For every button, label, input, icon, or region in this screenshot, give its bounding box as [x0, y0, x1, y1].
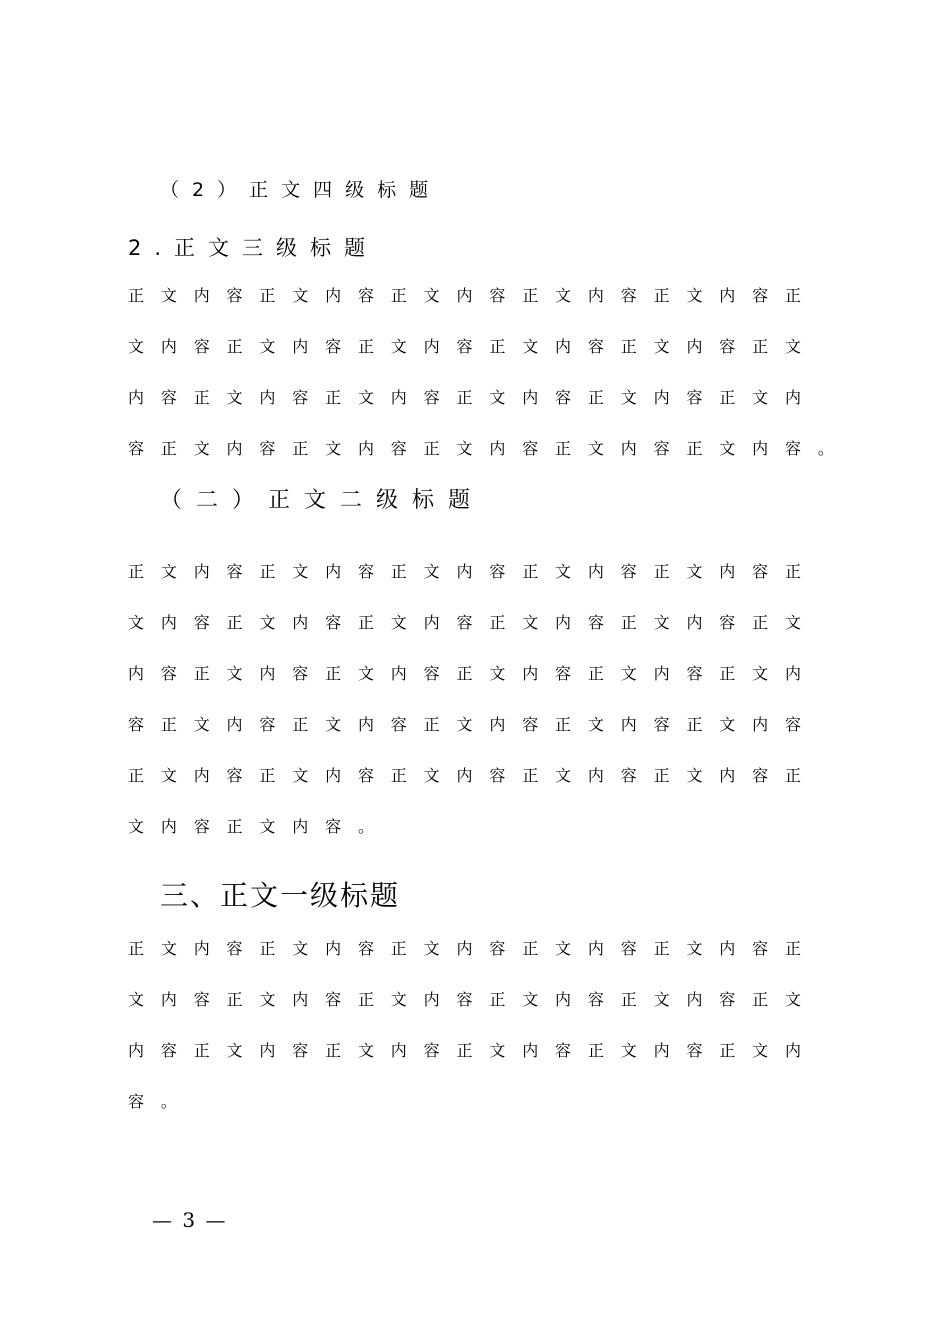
paragraph-line: 正文内容正文内容正文内容正文内容正文内容正: [128, 766, 818, 785]
body-paragraph-1: [128, 288, 851, 492]
body-paragraph-2: [128, 564, 818, 870]
paragraph-line: 文内容正文内容。: [128, 817, 391, 836]
paragraph-line: 内容正文内容正文内容正文内容正文内容正文内: [128, 388, 818, 407]
paragraph-line: 文内容正文内容正文内容正文内容正文内容正文: [128, 337, 818, 356]
paragraph-line: 正文内容正文内容正文内容正文内容正文内容正: [128, 939, 818, 958]
paragraph-line: 容。: [128, 1092, 194, 1111]
heading-level4: （2）正文四级标题: [160, 179, 442, 201]
heading-level1: 三、正文一级标题: [160, 879, 401, 912]
paragraph-line: 容正文内容正文内容正文内容正文内容正文内容: [128, 715, 818, 734]
heading-level2: （二）正文二级标题: [160, 488, 485, 513]
paragraph-line: 内容正文内容正文内容正文内容正文内容正文内: [128, 1041, 818, 1060]
paragraph-line: 文内容正文内容正文内容正文内容正文内容正文: [128, 613, 818, 632]
paragraph-line: 文内容正文内容正文内容正文内容正文内容正文: [128, 990, 818, 1009]
paragraph-line: 正文内容正文内容正文内容正文内容正文内容正: [128, 562, 818, 581]
paragraph-line: 正文内容正文内容正文内容正文内容正文内容正: [128, 286, 818, 305]
heading-level3: 2.正文三级标题: [128, 236, 379, 260]
body-paragraph-3: [128, 941, 818, 1145]
paragraph-line: 内容正文内容正文内容正文内容正文内容正文内: [128, 664, 818, 683]
page-number: — 3 —: [152, 1208, 228, 1232]
paragraph-line: 容正文内容正文内容正文内容正文内容正文内容。: [128, 439, 851, 458]
